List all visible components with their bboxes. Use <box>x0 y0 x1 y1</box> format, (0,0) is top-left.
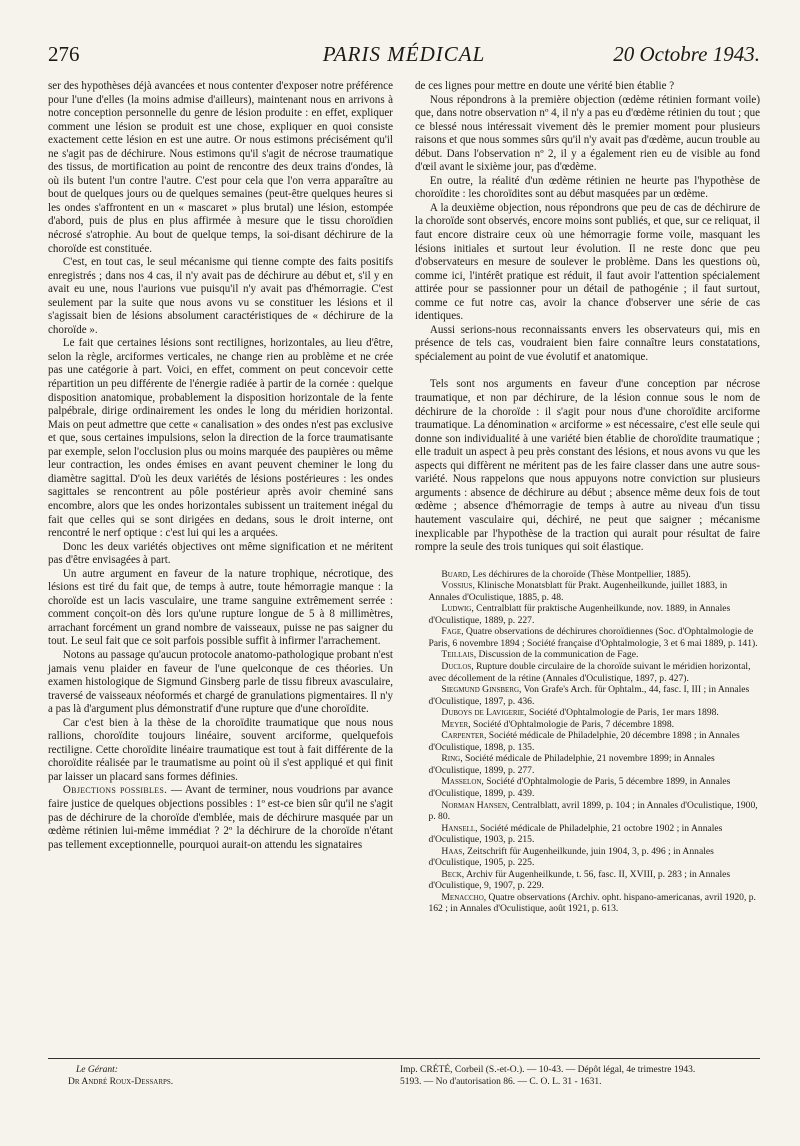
reference-text: Archiv für Augenheilkunde, t. 56, fasc. II, XVIII, p. 283 ; in Annales d'Oculistique, 9, 1907, p. 229. <box>428 868 731 892</box>
paragraph: Notons au passage qu'aucun protocole anatomo-pathologique probant n'est jamais venu plaider en faveur de l'une quelconque de ces théories. Un examen histologique de Sigmund Ginsberg parle de tissu fibreux avasculaire, traversé de vaisseaux néoformés et chargé de granulations pigmentaires. Il n'y a pas là d'argument plus démonstratif d'une rupture que d'une choroïdite. <box>48 648 393 716</box>
reference-entry <box>415 892 760 915</box>
paragraph: A la deuxième objection, nous répondrons que peu de cas de déchirure de la choroïde sont observés, encore moins sont publiés, et que, sur ce reliquat, il faut encore distraire ceux où une hémorragie forme voile, masquant les lésions initiales et surtout leur évolution. Il ne reste donc que peu d'observateurs en mesure de soulever le problème. Dans les questions où, comme ici, l'intérêt pratique est réduit, il faut avoir l'attention spécialement attirée pour se passionner pour un détail de pathogénie ; il faut surtout, comme ce fut notre cas, avoir la chance d'observer une série de cas identiques. <box>415 201 760 323</box>
reference-author: Hansell, <box>441 822 478 834</box>
reference-author: Vossius, <box>441 580 475 592</box>
reference-text: Quatre observations (Archiv. opht. hispano-americanas, avril 1920, p. 162 ; in Annales d'Oculistique, août 1921, p. 613. <box>428 891 756 915</box>
reference-author: Carpenter, <box>441 730 487 742</box>
right-column <box>415 80 760 915</box>
reference-text: Société d'Ophtalmologie de Paris, 7 décembre 1898. <box>470 718 675 730</box>
reference-entry <box>415 869 760 892</box>
gerant-block <box>68 1064 173 1088</box>
footer-rule <box>48 1058 760 1059</box>
reference-author: Menaccho, <box>441 891 487 903</box>
reference-entry <box>415 569 760 581</box>
reference-entry <box>415 661 760 684</box>
reference-text: Société médicale de Philadelphie, 20 décembre 1898 ; in Annales d'Oculistique, 1898, p. 135. <box>428 730 740 753</box>
reference-author: Ludwig, <box>441 603 474 615</box>
paragraph: Aussi serions-nous reconnaissants envers les observateurs qui, mis en présence de tels cas, voudraient bien faire connaître leurs constatations, spécialement au point de vue évolutif et anatomique. <box>415 323 760 363</box>
reference-text: Discussion de la communication de Fage. <box>476 649 639 661</box>
reference-author: Duboys de Lavigerie, <box>441 707 527 719</box>
reference-text: Von Grafe's Arch. für Ophtalm., 44, fasc. I, III ; in Annales d'Oculistique, 1897, p. 436. <box>428 684 750 707</box>
paragraph: Nous répondrons à la première objection (œdème rétinien formant voile) que, dans notre observation nº 4, il n'y a pas eu d'œdème rétinien du tout ; que ce blessé nous intéressait vivement dès le premier moment pour plusieurs raisons et que nous sommes sûrs qu'il n'y avait pas d'œdème, aucun trouble au début. Dans l'observation nº 2, il y a également rien eu de visible au fond d'œil avant le sixième jour, pas d'œdème. <box>415 93 760 174</box>
reference-text: Centralblatt, avril 1899, p. 104 ; in Annales d'Oculistique, 1900, p. 80. <box>428 799 758 823</box>
reference-text: Société d'Ophtalmologie de Paris, 5 décembre 1899, in Annales d'Oculistique, 1899, p. 439. <box>428 776 731 799</box>
reference-text: Zeitschrift für Augenheilkunde, juin 1904, 3, p. 496 ; in Annales d'Oculistique, 1905, p. 225. <box>428 845 714 869</box>
reference-author: Fage, <box>441 626 464 638</box>
reference-author: Beck, <box>441 868 465 880</box>
reference-entry <box>415 707 760 719</box>
gerant-name: Dr André Roux-Dessarps. <box>68 1077 174 1087</box>
reference-text: Société médicale de Philadelphie, 21 octobre 1902 ; in Annales d'Oculistique, 1903, p. 215. <box>428 822 723 846</box>
paragraph: Donc les deux variétés objectives ont même signification et ne méritent pas d'être envisagées à part. <box>48 540 393 567</box>
reference-author: Masselon, <box>441 776 484 788</box>
reference-text: Les déchirures de la choroïde (Thèse Montpellier, 1885). <box>470 568 691 580</box>
reference-author: Teillais, <box>441 649 477 661</box>
left-column <box>48 80 393 852</box>
reference-text: Klinische Monatsblatt für Prakt. Augenheilkunde, juillet 1883, in Annales d'Oculistique, 1885, p. 48. <box>428 580 728 603</box>
bibliography <box>415 569 760 915</box>
paragraph: En outre, la réalité d'un œdème rétinien ne heurte pas l'hypothèse de choroïdite : les choroïdites sont au début masquées par un œdème. <box>415 174 760 201</box>
page <box>48 40 760 1116</box>
objections-text: — Avant de terminer, nous voudrions par avance faire justice de quelques objections possibles : 1º est-ce bien sûr qu'il ne s'agit pas de déchirure de la choroïde d'emblée, mais de déchirure masquée par un œdème rétinien lui-même immédiat ? 2º la déchirure de la choroïde n'étant pas tellement exceptionnelle, pourquoi aurait-on attendu les signataires <box>48 784 393 851</box>
reference-author: Norman Hansen, <box>441 799 510 811</box>
reference-text: Société d'Ophtalmologie de Paris, 1er mars 1898. <box>526 707 719 719</box>
reference-text: Centralblatt für praktische Augenheilkunde, nov. 1889, in Annales d'Oculistique, 1889, p. 227. <box>428 603 731 626</box>
page-number: 276 <box>48 42 80 66</box>
imprint-line: Imp. CRÉTÉ, Corbeil (S.-et-O.). — 10-43. — Dépôt légal, 4e trimestre 1943. <box>400 1065 696 1075</box>
paragraph: C'est, en tout cas, le seul mécanisme qui tienne compte des faits positifs enregistrés ; dans nos 4 cas, il n'y avait pas de déchirure au début et, s'il y en avait eu une, nous l'aurions vue puisqu'il n'y avait pas d'hémorragie. C'est seulement par la suite que nous avons vu se constituer les lésions et il s'agissait bien de lésions absolument caractéristiques de « déchirure de la choroïde ». <box>48 256 393 336</box>
reference-entry <box>415 603 760 626</box>
paragraph: ser des hypothèses déjà avancées et nous contenter d'exposer notre préférence pour l'une d'elles (la moins admise d'ailleurs), maintenant nous en arrivons à notre conception personnelle du genre de lésion produite : en effet, expliquer comment une lésion se produit est une chose, expliquer en quoi consiste exactement cette lésion en est une autre. Or nous estimons précisément qu'il ne s'agit pas de déchirure. Nous estimons qu'il s'agit de nécrose traumatique des tissus, de mortification au point de rencontre des deux trains d'ondes, là où ils butent l'un contre l'autre. C'est pour cela que l'on verra apparaître au bout de quelques jours ou de quelques semaines (peut-être quelques heures si les ondes s'affrontent en un « mascaret » plus brutal) une lésion, estompée d'abord, puis de plus en plus affirmée à mesure que le tissu choroïdien nécrosé s'atrophie. Au bout de quelque temps, la soi-disant déchirure de la choroïde est constituée. <box>48 80 393 255</box>
reference-entry <box>415 626 760 649</box>
reference-entry <box>415 776 760 799</box>
reference-entry <box>415 823 760 846</box>
reference-entry <box>415 649 760 661</box>
reference-entry <box>415 684 760 707</box>
objections-paragraph <box>48 784 393 852</box>
paragraph: Le fait que certaines lésions sont rectilignes, horizontales, au lieu d'être, selon la règle, arciformes verticales, ne change rien au problème et ne crée pas une catégorie à part. Voici, en effet, comment on peut concevoir cette répartition un peu différente de l'énergie radiée à partir de la cornée : quelque disposition anatomique, probablement la disposition horizontale de la fente palpébrale, dirige ordinairement les ondes le long du méridien horizontal. Mais on peut admettre que cette « canalisation » des ondes n'est pas exclusive et que, sous certaines impulsions, selon la direction de la force traumatisante par exemple, selon l'occlusion plus ou moins marquée des paupières ou même leur contraction, les ondes émises en avant peuvent cheminer le long du diamètre sagittal. D'où les deux variétés de lésions postérieures : les ondes sagittales se rencontrent au pôle postérieur après avoir cheminé sans encombre, alors que les ondes horizontales subissent un traitement inégal du fait que celles qui se sont dirigées en dedans, sous le droit interne, ont rencontré le nerf optique : c'est lui qui les a arquées. <box>48 337 393 540</box>
reference-entry <box>415 846 760 869</box>
reference-author: Meyer, <box>441 718 471 730</box>
reference-text: Rupture double circulaire de la choroïde suivant le méridien horizontal, avec décollement de la rétine (Annales d'Oculistique, 1897, p. 427). <box>428 660 751 684</box>
reference-author: Siegmund Ginsberg, <box>441 684 522 696</box>
reference-text: Société médicale de Philadelphie, 21 novembre 1899; in Annales d'Oculistique, 1899, p. 277. <box>428 753 715 776</box>
reference-author: Duclos, <box>441 660 474 672</box>
reference-author: Haas, <box>441 845 465 857</box>
conclusion-paragraph: Tels sont nos arguments en faveur d'une conception par nécrose traumatique, et non par déchirure, de la lésion connue sous le nom de déchirure de la choroïde : il s'agit pour nous d'une choroïdite arciforme traumatique. La dénomination « arciforme » est nécessaire, c'est elle seule qui donne son individualité à une variété bien établie de choroïdite traumatique ; elle traduit un aspect à peu près constant des lésions, et nous avons vu que les aspects qui diffèrent ne méritent pas de les faire classer dans une autre sous-variété. Nous rappelons que nous appuyons notre conviction sur plusieurs arguments : absence de déchirure au début ; absence même deux fois de tout œdème ; absence d'hémorragie de temps à autre au niveau d'un tissu hautement vasculaire qui, déchiré, ne peut que saigner ; mécanisme inexplicable par l'hypothèse de la traction qui aurait pour résultat de faire rompre la seule des trois tuniques qui soit élastique. <box>415 378 760 554</box>
reference-text: Quatre observations de déchirures choroïdiennes (Soc. d'Ophtalmologie de Paris, 6 novembre 1894 ; Société française d'Ophtalmologie, 3 et 6 mai 1889, p. 141). <box>428 626 758 649</box>
page-header <box>48 40 760 74</box>
reference-entry <box>415 719 760 731</box>
reference-entry <box>415 800 760 823</box>
issue-date: 20 Octobre 1943. <box>613 42 760 66</box>
reference-author: Buard, <box>441 568 471 580</box>
imprint-block <box>400 1064 760 1088</box>
paragraph: de ces lignes pour mettre en doute une vérité bien établie ? <box>415 80 675 92</box>
reference-author: Ring, <box>441 753 463 765</box>
paragraph: Car c'est bien à la thèse de la choroïdite traumatique que nous nous rallions, choroïdite toujours linéaire, souvent arciforme, quelquefois rectiligne. Cette choroïdite linéaire traumatique est tout à fait différente de la choroïdite réalisée par le traumatisme au point où il s'est appliqué et qui finit par laisser un placard sans formes définies. <box>48 716 393 783</box>
reference-entry <box>415 753 760 776</box>
paragraph: Un autre argument en faveur de la nature trophique, nécrotique, des lésions est tiré du fait que, de temps à autre, toute hémorragie manque : la choroïde est un lacis vasculaire, une trame sanguine extrêmement serrée : comment conçoit-on dès lors qu'une rupture longue de 5 à 8 millimètres, arrachant forcément un grand nombre de vaisseaux, puisse ne pas saigner du tout. Le seul fait que ce soit parfois possible suffit à infirmer l'arrachement. <box>48 567 393 648</box>
objections-heading: Objections possibles. <box>62 784 168 797</box>
journal-title: PARIS MÉDICAL <box>322 42 486 66</box>
reference-entry <box>415 580 760 603</box>
gerant-label: Le Gérant: <box>76 1065 118 1075</box>
reference-entry <box>415 730 760 753</box>
imprint-line: 5193. — No d'autorisation 86. — C. O. L. 31 - 1631. <box>400 1077 602 1087</box>
